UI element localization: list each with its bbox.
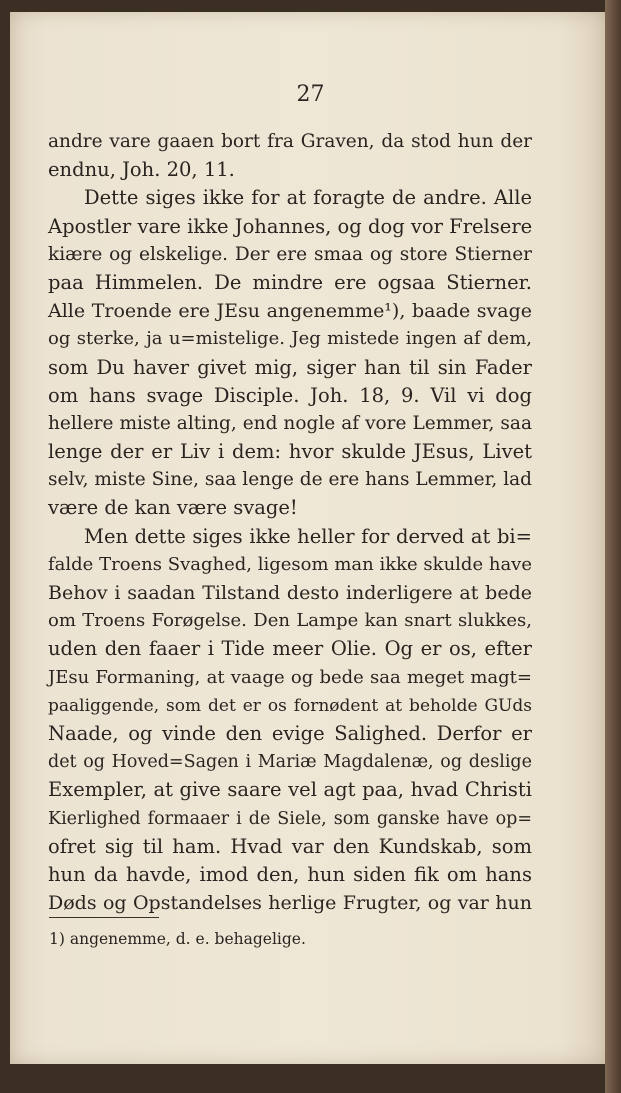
text-line: ofret sig til ham. Hvad var den Kundskab, som <box>48 834 532 858</box>
text-line: Døds og Opstandelses herlige Frugter, og var hun <box>48 892 532 915</box>
text-line: Kierlighed formaaer i de Siele, som ganske have op= <box>48 808 532 829</box>
text-line: selv, miste Sine, saa lenge de ere hans Lemmer, lad <box>48 469 532 491</box>
text-line: Alle Troende ere JEsu angenemme¹), baade svage <box>48 300 532 323</box>
footnote-text: angenemme, d. e. behagelige. <box>69 930 306 948</box>
text-line: kiære og elskelige. Der ere smaa og store Stierner <box>48 243 532 265</box>
text-line: paaliggende, som det er os fornødent at beholde GUds <box>48 695 532 716</box>
text-line: Men dette siges ikke heller for derved at bi= <box>84 524 532 548</box>
text-line: andre vare gaaen bort fra Graven, da stod hun der <box>48 131 532 152</box>
text-line: det og Hoved=Sagen i Mariæ Magdalenæ, og deslige <box>48 752 532 773</box>
text-line: som Du haver givet mig, siger han til sin Fader <box>48 355 532 379</box>
text-line: lenge der er Liv i dem: hvor skulde JEsus, Livet <box>48 440 532 464</box>
text-line: hun da havde, imod den, hun siden fik om hans <box>48 862 532 886</box>
text-line: og sterke, ja u=mistelige. Jeg mistede ingen af dem, <box>48 328 532 350</box>
text-line: Behov i saadan Tilstand desto inderligere at bede <box>48 582 532 604</box>
text-line: hellere miste alting, end nogle af vore Lemmer, saa <box>48 412 532 434</box>
text-line: endnu, Joh. 20, 11. <box>48 158 235 182</box>
text-line: Exempler, at give saare vel agt paa, hvad Christi <box>48 778 532 802</box>
footnote-marker: 1) <box>49 930 65 948</box>
body-text <box>48 128 532 917</box>
text-line: om hans svage Disciple. Joh. 18, 9. Vil vi dog <box>48 383 532 407</box>
text-line: Apostler vare ikke Johannes, og dog vor Frelsere <box>48 214 533 238</box>
text-line: om Troens Forøgelse. Den Lampe kan snart slukkes, <box>48 610 532 632</box>
text-line: Naade, og vinde den evige Salighed. Derfor er <box>48 721 532 745</box>
page-number: 27 <box>296 82 325 107</box>
page-edge <box>605 0 621 1093</box>
text-line: JEsu Formaning, at vaage og bede saa meget magt= <box>48 666 532 688</box>
text-line: være de kan være svage! <box>48 496 298 520</box>
footnote-divider <box>49 917 159 918</box>
text-line: uden den faaer i Tide meer Olie. Og er os, efter <box>48 637 532 661</box>
text-line: paa Himmelen. De mindre ere ogsaa Stierner. <box>48 270 532 294</box>
footnote <box>49 930 306 948</box>
text-line: falde Troens Svaghed, ligesom man ikke skulde have <box>48 553 532 575</box>
text-line: Dette siges ikke for at foragte de andre. Alle <box>84 186 532 210</box>
